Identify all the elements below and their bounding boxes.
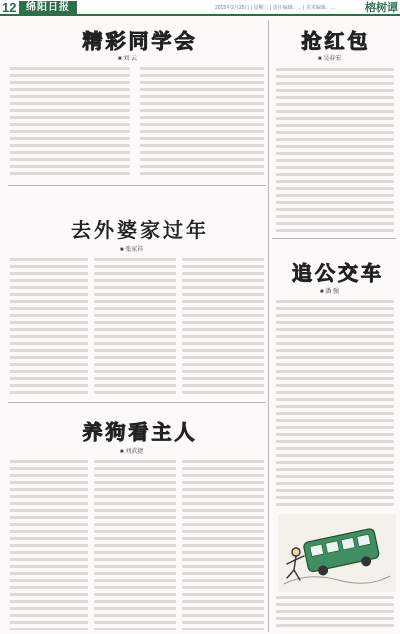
article-title: 养狗看主人	[82, 420, 198, 444]
article-byline: ■ 刘武捷	[120, 449, 144, 455]
article-title: 追公交车	[292, 261, 384, 285]
article-body	[182, 460, 264, 630]
bus-illustration-icon	[278, 514, 396, 592]
row-divider	[272, 238, 396, 239]
article-body	[276, 68, 394, 232]
article-byline: ■ 刘 云	[118, 56, 137, 62]
row-divider	[8, 185, 266, 186]
article-body	[182, 258, 264, 396]
article-body	[10, 67, 130, 179]
article-title: 精彩同学会	[82, 29, 198, 53]
article-title: 抢红包	[301, 29, 371, 53]
section-name: 榕树谭	[365, 1, 398, 14]
date-line: 2015年2月25日 | 星期三 | 责任编辑：... | 美术编辑：...	[215, 5, 336, 11]
article-byline: ■ 吴春宏	[318, 56, 342, 62]
article-byline: ■ 潘 强	[320, 289, 339, 295]
article-title: 去外婆家过年	[71, 218, 209, 242]
article-body	[10, 460, 88, 630]
article-body	[276, 596, 394, 630]
row-divider	[8, 402, 266, 403]
article-byline: ■ 张家祥	[120, 247, 144, 253]
column-divider	[268, 20, 269, 632]
article-body	[94, 258, 176, 396]
article-body	[276, 300, 394, 510]
article-body	[10, 258, 88, 396]
paper-logo: 绵阳日报	[19, 1, 77, 14]
article-body	[140, 67, 264, 179]
page-number: 12	[2, 0, 17, 15]
article-body	[94, 460, 176, 630]
